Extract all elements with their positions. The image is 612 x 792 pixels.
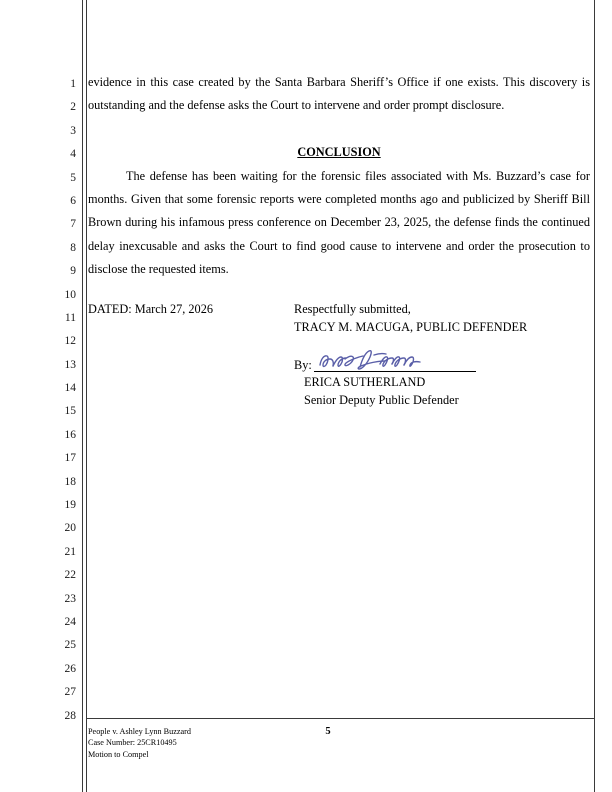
line-number: 27: [64, 686, 76, 699]
line-number-column: [46, 73, 76, 728]
document-body: [88, 71, 590, 282]
signature-block: [88, 300, 590, 410]
line-number: 8: [70, 241, 76, 254]
line-number: 19: [64, 499, 76, 512]
conclusion-heading: CONCLUSION: [297, 145, 381, 160]
line-number: 18: [64, 475, 76, 488]
line-number: 13: [64, 358, 76, 371]
line-number: 23: [64, 592, 76, 605]
line-number: 10: [64, 288, 76, 301]
line-number: 11: [64, 311, 76, 324]
public-defender-office-name: TRACY M. MACUGA, PUBLIC DEFENDER: [294, 320, 528, 334]
line-number: 6: [70, 194, 76, 207]
pleading-rule-right: [594, 0, 595, 792]
pleading-rule-left-inner: [86, 0, 87, 792]
line-number: 5: [70, 171, 76, 184]
line-number: 2: [70, 101, 76, 114]
footer-divider-rule: [86, 718, 594, 719]
line-number: 25: [64, 639, 76, 652]
line-number: 26: [64, 662, 76, 675]
conclusion-paragraph: The defense has been waiting for the forensic files associated with Ms. Buzzard’s case for months. Given that some forensic reports were completed months ago and publicized by Sheriff Bill Brown during his infamous press conference on December 23, 2025, the defense finds the continued delay inexcusable and asks the Court to find good cause to intervene and order the prosecution to disclose the requested items.: [88, 168, 590, 277]
line-number: 17: [64, 452, 76, 465]
line-number: 21: [64, 545, 76, 558]
line-number: 24: [64, 615, 76, 628]
footer-document-title: Motion to Compel: [88, 749, 149, 759]
line-number: 16: [64, 428, 76, 441]
line-number: 15: [64, 405, 76, 418]
attorney-name: ERICA SUTHERLAND: [304, 375, 426, 389]
attorney-title: Senior Deputy Public Defender: [304, 393, 459, 407]
line-number: 9: [70, 265, 76, 278]
pleading-rule-left-outer: [82, 0, 83, 792]
respectfully-submitted-label: Respectfully submitted,: [294, 302, 411, 316]
signature-line: [314, 371, 476, 372]
line-number: 28: [64, 709, 76, 722]
line-number: 3: [70, 124, 76, 137]
footer-case-number: Case Number: 25CR10495: [88, 738, 177, 748]
footer-page-number: 5: [325, 726, 331, 737]
line-number: 14: [64, 382, 76, 395]
line-number: 22: [64, 569, 76, 582]
footer-case-title: People v. Ashley Lynn Buzzard: [88, 727, 191, 736]
paragraph-spacer: [88, 118, 590, 141]
line-number: 1: [70, 78, 76, 90]
by-label: By:: [294, 358, 312, 372]
footer-caption: [88, 726, 191, 760]
respectfully-submitted-block: [294, 300, 527, 336]
dated-label: DATED: March 27, 2026: [88, 302, 213, 316]
page-footer: [88, 726, 594, 776]
continued-paragraph: evidence in this case created by the Santa Barbara Sheriff’s Office if one exists. This discovery is outstanding and the defense asks the Court to intervene and order prompt disclosure.: [88, 75, 590, 113]
line-number: 7: [70, 218, 76, 231]
line-number: 20: [64, 522, 76, 535]
line-number: 12: [64, 335, 76, 348]
signature-by-row: [294, 356, 584, 374]
line-number: 4: [70, 148, 76, 161]
